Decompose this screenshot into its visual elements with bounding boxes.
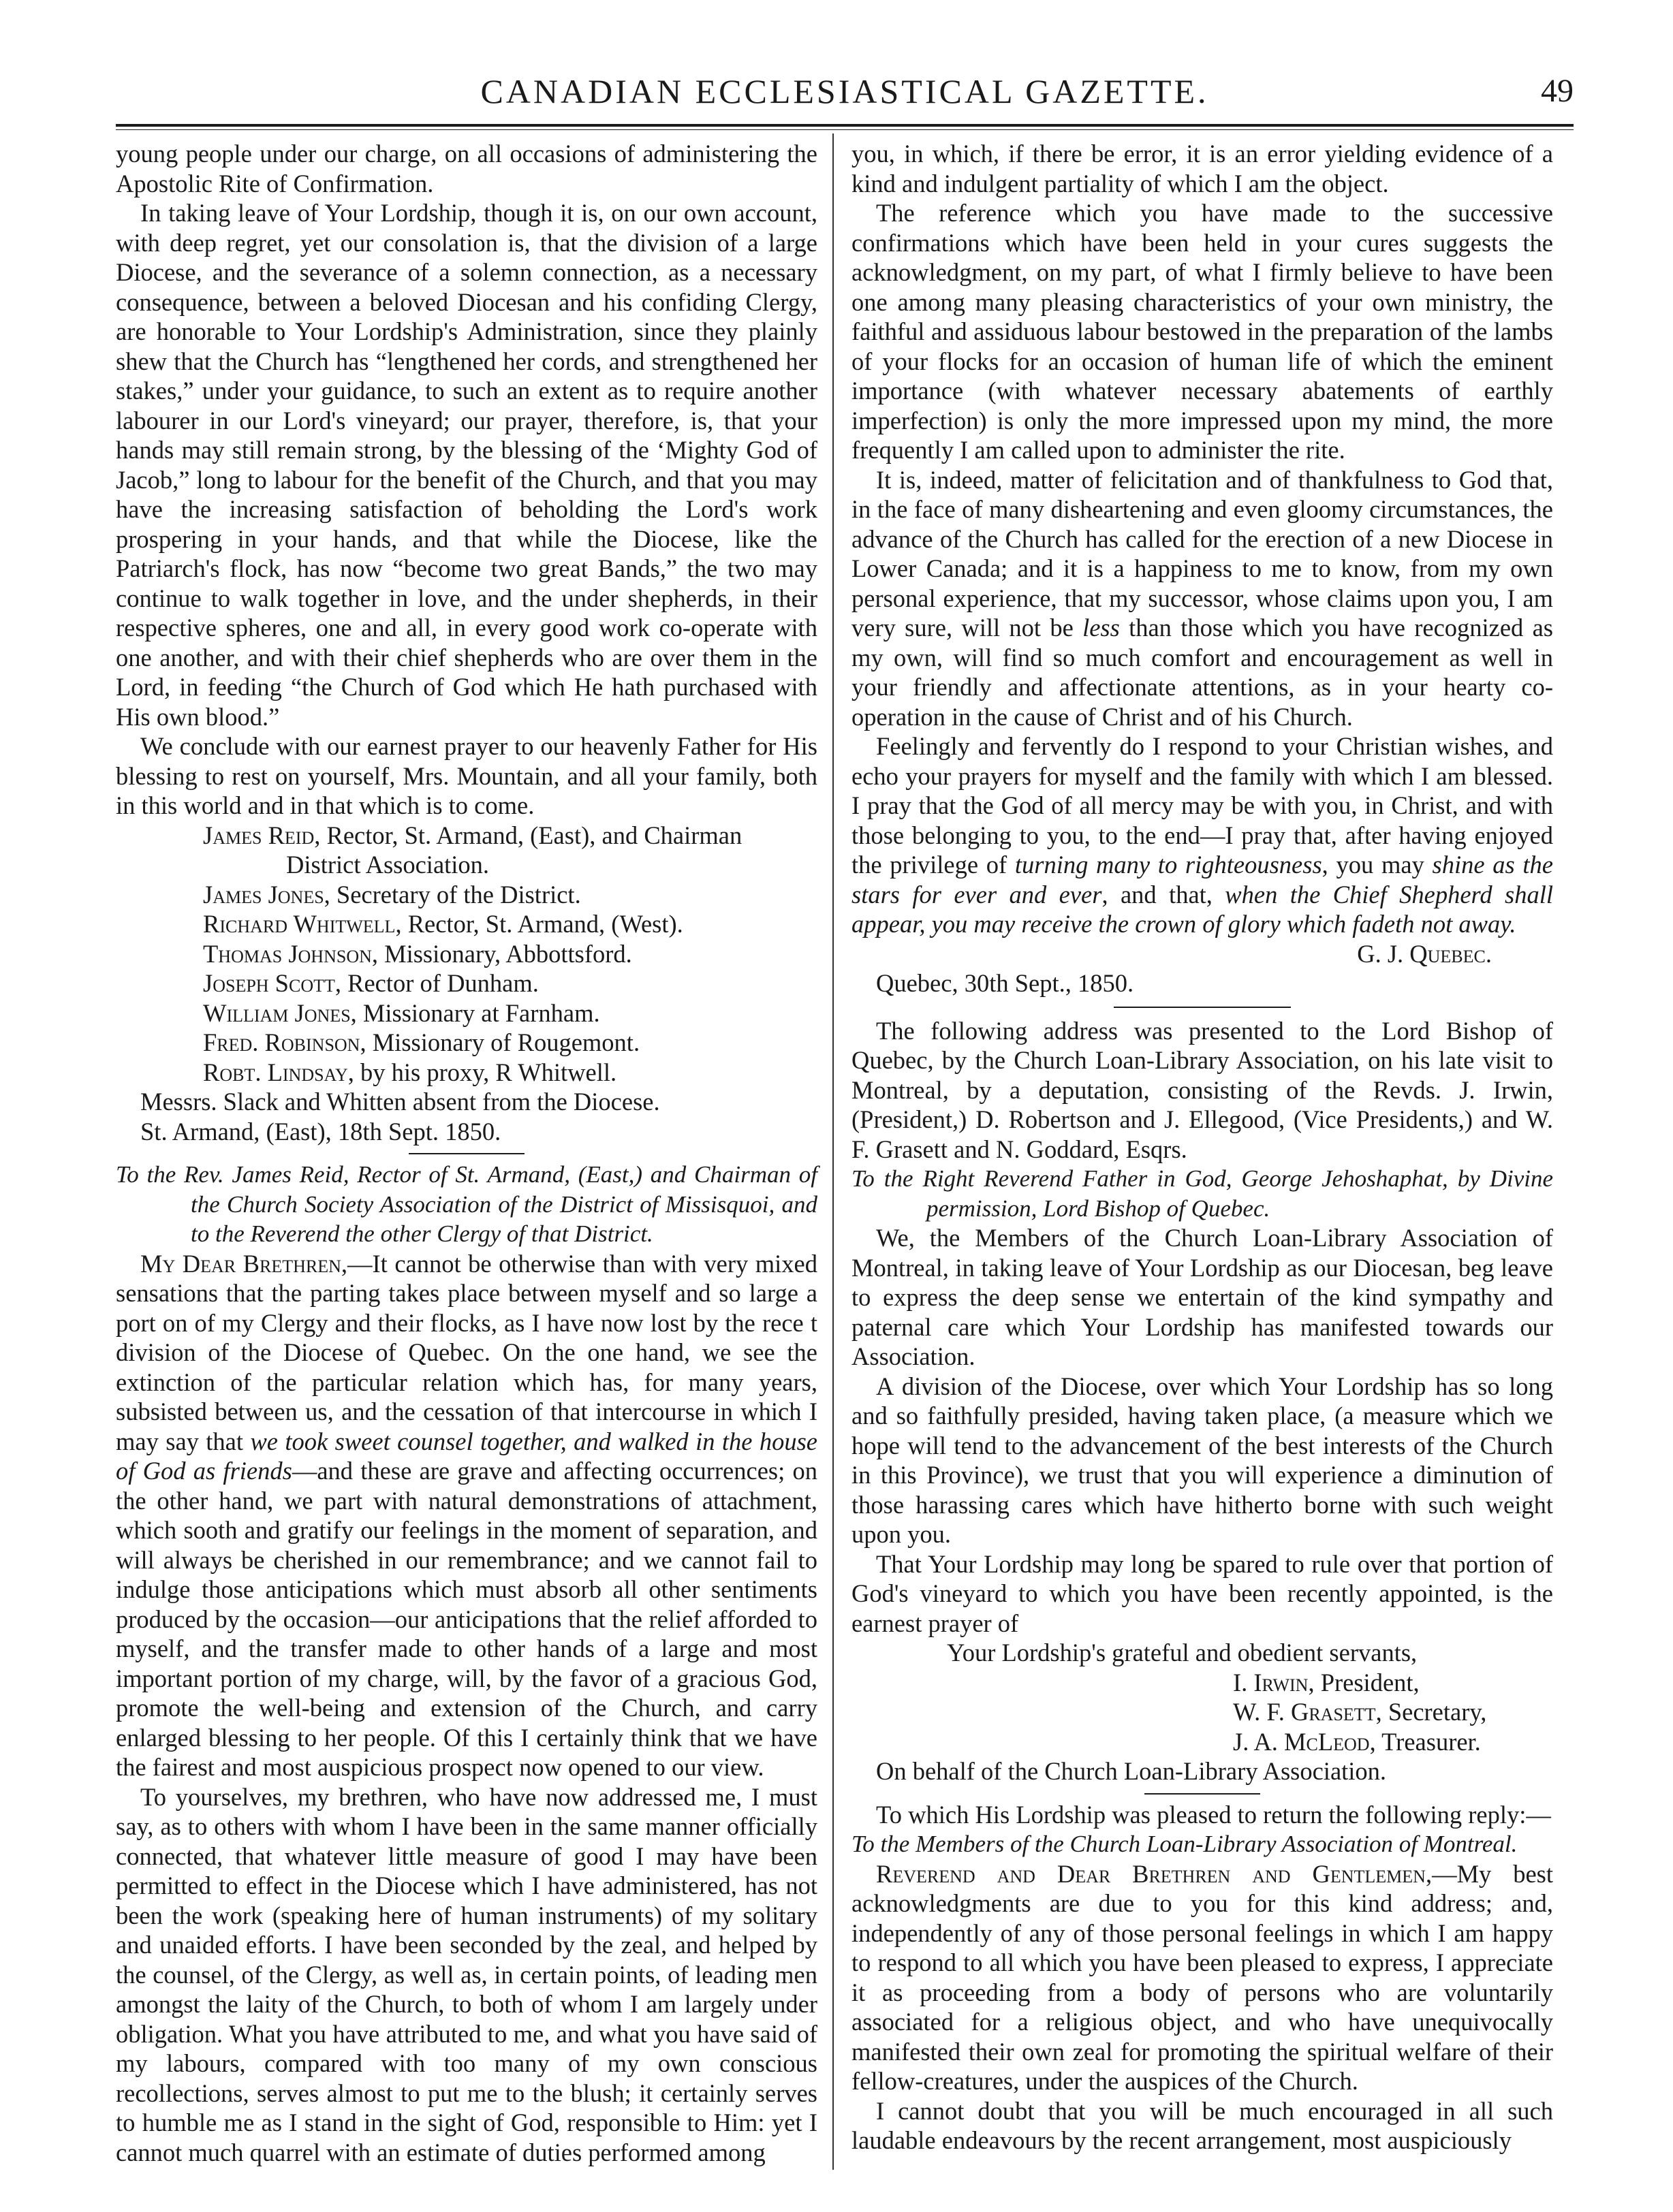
officer <box>851 1697 1553 1727</box>
text-run: , and that, <box>1101 880 1225 908</box>
signatory <box>116 880 817 910</box>
page-header <box>116 65 1574 120</box>
section-rule <box>409 1153 525 1154</box>
text-run: than those which you have recognized as my own, will find so much comfort and encouragement as well in your friendly and affectionate attentions, as in your hearty co-operation in the cause of Christ and of his Church. <box>851 614 1553 731</box>
signatory-role: , Secretary of the District. <box>324 880 581 908</box>
signatory-role: , Missionary of Rougemont. <box>360 1028 640 1056</box>
italic-run: we took sweet counsel together, and walked in the house of God as friends <box>116 1427 817 1485</box>
running-title: CANADIAN ECCLESIASTICAL GAZETTE. <box>480 72 1209 110</box>
officer-name: J. A. McLeod <box>1233 1727 1370 1756</box>
signatory <box>116 939 817 969</box>
dateline: Quebec, 30th Sept., 1850. <box>876 969 1134 997</box>
text-run: —It cannot be otherwise than with very mixed sensations that the parting takes place between myself and so large a port on of my Clergy and their flocks, as I have now lost by the rece t division of the Diocese of Quebec. On the one hand, we see the extinction of the particular relation which has, for many years, subsisted between us, and the cessation of that intercourse in which I may say that <box>116 1249 817 1455</box>
paragraph: you, in which, if there be error, it is an error yielding evidence of a kind and indulgent partiality of which I am the object. <box>851 140 1553 198</box>
officer-role: , Secretary, <box>1375 1698 1487 1726</box>
closing-line: Your Lordship's grateful and obedient servants, <box>947 1639 1418 1666</box>
italic-run: when the Chief Shepherd shall appear, you may receive the crown of glory which fadeth not away. <box>851 880 1553 938</box>
signatory-role: , Missionary, Abbottsford. <box>371 939 632 968</box>
paragraph <box>851 1859 1553 2096</box>
signatory <box>116 1058 817 1088</box>
section-rule <box>1144 1793 1260 1795</box>
salutation: My Dear Brethren, <box>140 1249 348 1278</box>
bishop-signature: G. J. Quebec. <box>1357 939 1492 968</box>
paragraph: The following address was presented to the Lord Bishop of Quebec, by the Church Loan-Library Association, on his late visit to Montreal, by a deputation, consisting of the Revds. J. Irwin, (President,) D. Robertson and J. Ellegood, (Vice Presidents,) and W. F. Grasett and N. Goddard, Esqrs. <box>851 1016 1553 1163</box>
paragraph: That Your Lordship may long be spared to rule over that portion of God's vineyard to which you have been recently appointed, is the earnest prayer of <box>851 1549 1553 1637</box>
signatory-name: Robt. Lindsay <box>203 1058 348 1086</box>
on-behalf-line: On behalf of the Church Loan-Library Association. <box>876 1757 1387 1785</box>
signatory-role: , Missionary at Farnham. <box>350 998 600 1027</box>
paragraph: young people under our charge, on all occasions of administering the Apostolic Rite of Confirmation. <box>116 140 817 198</box>
signatory-role: , Rector, St. Armand, (East), and Chairman <box>314 821 742 849</box>
paragraph: We, the Members of the Church Loan-Library Association of Montreal, in taking leave of Your Lordship as our Diocesan, beg leave to express the deep sense we entertain of the kind sympathy and paternal care which Your Lordship has manifested towards our Association. <box>851 1224 1553 1370</box>
paragraph <box>851 465 1553 732</box>
text-run: —and these are grave and affecting occurrences; on the other hand, we part with natural demonstrations of attachment, which sooth and gratify our feelings in the moment of separation, and will always be cherished in our remembrance; and we cannot fail to indulge those anticipations which must absorb all other sentiments produced by the occasion—our anticipations that the relief afforded to myself, and the transfer made to other hands of a large and most important portion of my charge, will, by the favor of a gracious God, promote the well-being and extension of the Church, and carry enlarged blessing to her people. Of this I certainly think that we have the fairest and most auspicious prospect now opened to our view. <box>116 1457 817 1781</box>
paragraph <box>851 731 1553 939</box>
section-rule <box>1114 1007 1291 1008</box>
paragraph: The reference which you have made to the successive confirmations which have been held in your cures suggests the acknowledgment, on my part, of what I firmly believe to have been one among many pleasing characteristics of your own ministry, the faithful and assiduous labour bestowed in the preparation of the lambs of your flocks for an occasion of human life of which the eminent importance (with whatever necessary abatements of earthly imperfection) is only the more impressed upon my mind, the more frequently I am called upon to administer the rite. <box>851 199 1553 464</box>
header-rule <box>116 124 1574 127</box>
signatory-role: District Association. <box>286 851 490 879</box>
signatory-name: Fred. Robinson <box>203 1028 360 1056</box>
text-run: —My best acknowledgments are due to you for this kind address; and, independently of any of those personal feelings in which I am happy to respond to all which you have been pleased to express, I appreciate it as proceeding from a body of persons who are voluntarily associated for a religious object, and who have unequivocally manifested their own zeal for promoting the spiritual welfare of their fellow-creatures, under the auspices of the Church. <box>851 1859 1553 2095</box>
signatory <box>116 968 817 998</box>
officer-role: , President, <box>1308 1668 1420 1696</box>
signatory-name: Thomas Johnson <box>203 939 372 968</box>
right-column <box>851 139 1553 2155</box>
signatory-list <box>116 821 817 1088</box>
absent-note: Messrs. Slack and Whitten absent from the Diocese. <box>140 1088 660 1116</box>
page-number: 49 <box>1541 73 1574 109</box>
paragraph: I cannot doubt that you will be much encouraged in all such laudable endeavours by the recent arrangement, most auspiciously <box>851 2096 1553 2154</box>
text-run: Feelingly and fervently do I respond to your Christian wishes, and echo your prayers for myself and the family with which I am blessed. I pray that the God of all mercy may be with you, in Christ, and with those belonging to you, to the end—I pray that, after having enjoyed the privilege of <box>851 732 1553 879</box>
header-rule-thin <box>116 129 1574 130</box>
dateline: St. Armand, (East), 18th Sept. 1850. <box>140 1117 501 1146</box>
paragraph: We conclude with our earnest prayer to our heavenly Father for His blessing to rest on yourself, Mrs. Mountain, and all your family, both in this world and in that which is to come. <box>116 732 817 819</box>
signatory <box>116 821 817 851</box>
officer <box>851 1727 1553 1757</box>
paragraph: In taking leave of Your Lordship, though it is, on our own account, with deep regret, yet our consolation is, that the division of a large Diocese, and the severance of a solemn connection, as a necessary consequence, between a beloved Diocesan and his confiding Clergy, are honorable to Your Lordship's Administration, since they plainly shew that the Church has “lengthened her cords, and strengthened her stakes,” under your guidance, to such an extent as to require another labourer in our Lord's vineyard; our prayer, therefore, is, that your hands may still remain strong, by the blessing of the ‘Mighty God of Jacob,” long to labour for the benefit of the Church, and that you may have the increasing satisfaction of beholding the Lord's work prospering in your hands, and that while the Diocese, like the Patriarch's flock, has now “become two great Bands,” the two may continue to walk together in love, and the under shepherds, in their respective spheres, one and all, in every good work co-operate with one another, and with their chief shepherds who are over them in the Lord, in feeding “the Church of God which He hath purchased with His own blood.” <box>116 199 817 731</box>
signatory <box>116 1028 817 1058</box>
column-divider <box>832 133 834 2170</box>
address-heading: To the Right Reverend Father in God, George Jehoshaphat, by Divine permission, Lord Bishop of Quebec. <box>851 1165 1553 1222</box>
signatory <box>116 850 817 880</box>
signatory <box>116 909 817 939</box>
signatory <box>116 998 817 1028</box>
officer-role: , Treasurer. <box>1369 1727 1481 1756</box>
officer <box>851 1668 1553 1698</box>
left-column <box>116 139 817 2167</box>
reply-heading: To the Rev. James Reid, Rector of St. Armand, (East,) and Chairman of the Church Society Association of the District of Missisquoi, and to the Reverend the other Clergy of that District. <box>116 1161 817 1247</box>
signatory-name: James Jones <box>203 880 324 908</box>
signatory-role: , Rector, St. Armand, (West). <box>395 910 683 938</box>
text-run: , you may <box>1322 851 1433 879</box>
paragraph: A division of the Diocese, over which Your Lordship has so long and so faithfully presided, having taken place, (a measure which we hope will tend to the advancement of the best interests of the Church in this Province), we trust that you will experience a diminution of those harassing cares which have hitherto borne with such weight upon you. <box>851 1372 1553 1548</box>
signatory-name: Richard Whitwell <box>203 910 396 938</box>
officer-name: W. F. Grasett <box>1233 1698 1376 1726</box>
italic-run: less <box>1082 614 1120 642</box>
officer-name: I. Irwin <box>1233 1668 1309 1696</box>
italic-run: turning many to righteousness <box>1014 851 1322 879</box>
signatory-name: William Jones <box>203 998 351 1027</box>
paragraph: To which His Lordship was pleased to return the following reply:— <box>876 1800 1551 1829</box>
text-run: It is, indeed, matter of felicitation and of thankfulness to God that, in the face of many disheartening and even gloomy circumstances, the advance of the Church has called for the erection of a new Diocese in Lower Canada; and it is a happiness to me to know, from my own personal experience, that my successor, whose claims upon you, I am very sure, will not be <box>851 465 1553 642</box>
signatory-role: , by his proxy, R Whitwell. <box>347 1058 617 1086</box>
paragraph: To yourselves, my brethren, who have now addressed me, I must say, as to others with whom I have been in the same manner officially connected, that whatever little measure of good I may have been permitted to effect in the Diocese which I have administered, has not been the work (speaking here of human instruments) of my solitary and unaided efforts. I have been seconded by the zeal, and helped by the counsel, of the Clergy, as well as, in certain points, of leading men amongst the laity of the Church, to both of whom I am largely under obligation. What you have attributed to me, and what you have said of my labours, compared with too many of my own conscious recollections, serves almost to put me to the blush; it certainly serves to humble me as I stand in the sight of God, responsible to Him: yet I cannot much quarrel with an estimate of duties performed among <box>116 1782 817 2166</box>
paragraph <box>116 1249 817 1782</box>
italic-run: shine as the stars for ever and ever <box>851 851 1554 908</box>
signatory-role: , Rector of Dunham. <box>334 969 539 997</box>
signatory-name: James Reid <box>203 821 315 849</box>
signatory-name: Joseph Scott <box>203 969 335 997</box>
reply-heading: To the Members of the Church Loan-Library Association of Montreal. <box>851 1831 1518 1857</box>
salutation: Reverend and Dear Brethren and Gentlemen, <box>876 1859 1433 1888</box>
